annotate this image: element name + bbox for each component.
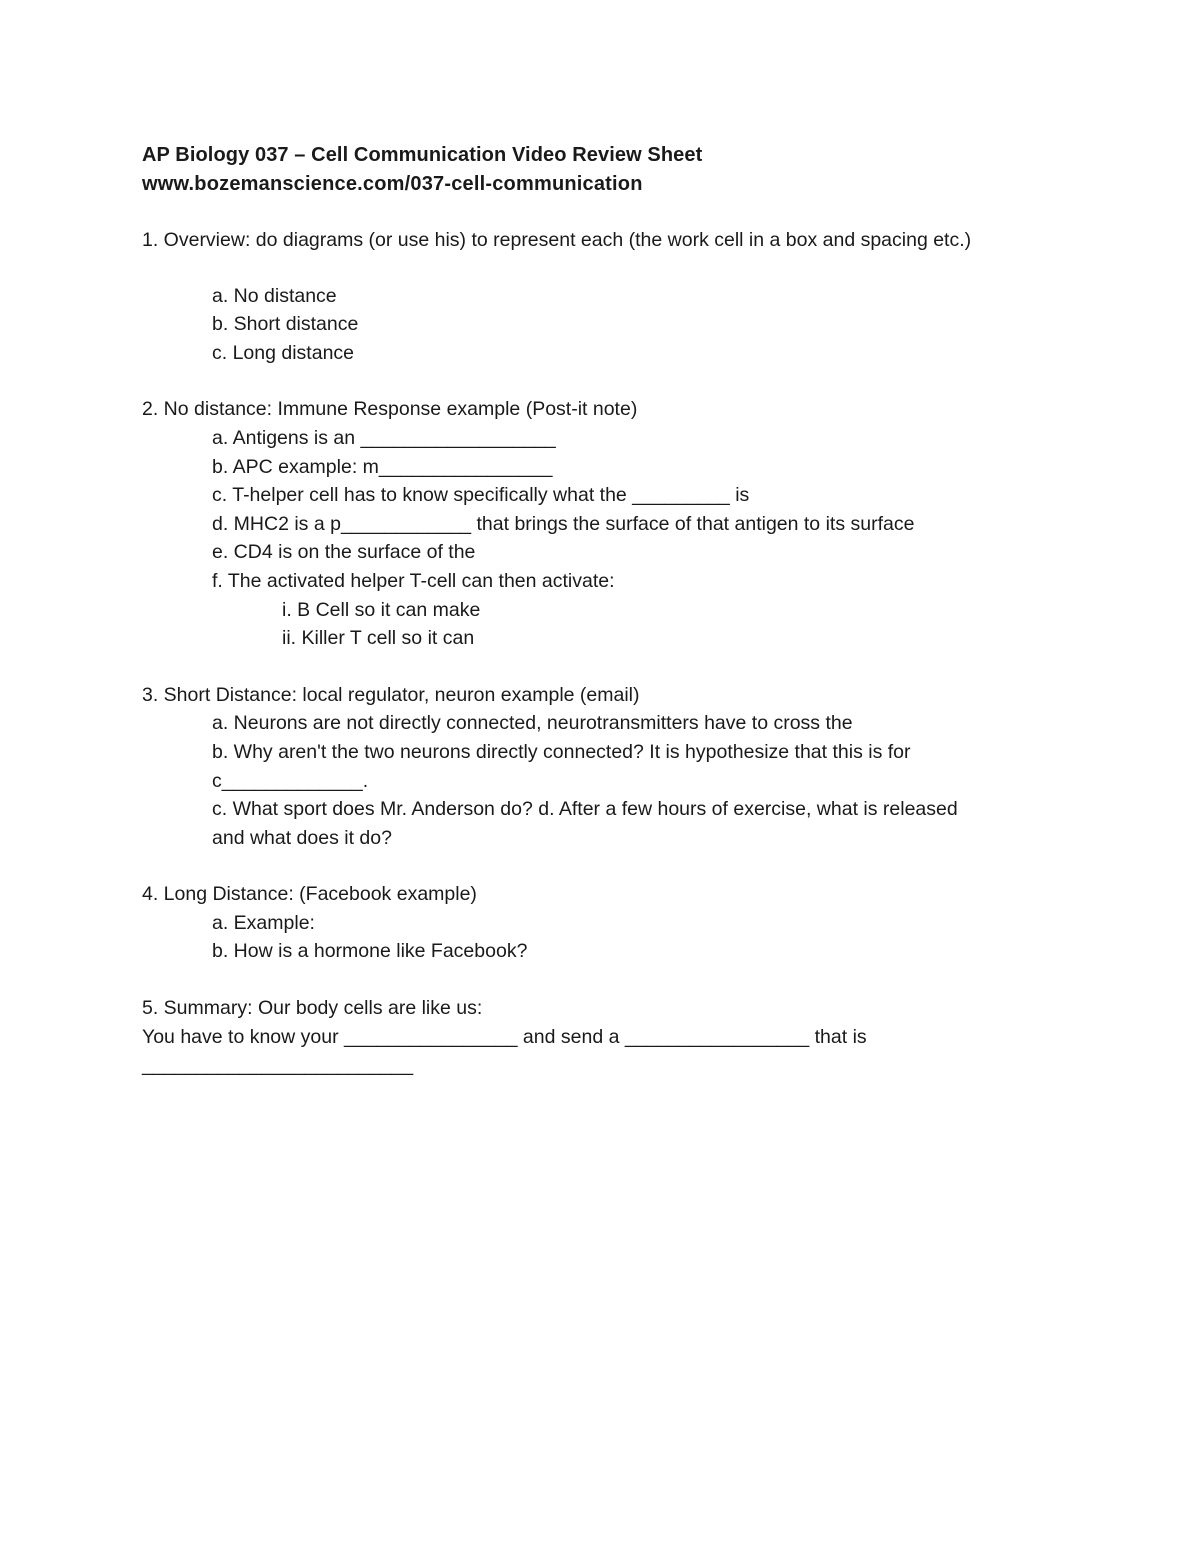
question-2: [142, 395, 1082, 652]
document-title: AP Biology 037 – Cell Communication Video Review Sheet: [142, 144, 703, 166]
question-2-subitem-ii: ii. Killer T cell so it can: [282, 627, 475, 650]
question-2-subitem-i: i. B Cell so it can make: [282, 598, 481, 621]
question-1-item-c: c. Long distance: [212, 341, 355, 364]
document-url: www.bozemanscience.com/037-cell-communication: [142, 173, 643, 195]
question-3-item-b: b. Why aren't the two neurons directly connected? It is hypothesize that this is for: [212, 740, 911, 763]
question-2-item-b: b. APC example: m________________: [212, 455, 553, 478]
question-1-item-a: a. No distance: [212, 284, 337, 307]
question-5-line-1: You have to know your ________________ and send a _________________ that is: [142, 1025, 867, 1048]
question-4-item-b: b. How is a hormone like Facebook?: [212, 940, 528, 963]
question-3-item-b-cont: c_____________.: [212, 769, 369, 792]
question-2-item-e: e. CD4 is on the surface of the: [212, 541, 476, 564]
question-1-item-b: b. Short distance: [212, 313, 359, 336]
question-3-prompt: 3. Short Distance: local regulator, neuron example (email): [142, 683, 640, 706]
question-3-item-a: a. Neurons are not directly connected, neurotransmitters have to cross the: [212, 712, 853, 735]
question-4-prompt: 4. Long Distance: (Facebook example): [142, 883, 477, 906]
question-4: [142, 880, 1082, 966]
question-2-item-a: a. Antigens is an __________________: [212, 426, 556, 449]
question-2-item-f: f. The activated helper T-cell can then activate:: [212, 569, 615, 592]
question-2-prompt: 2. No distance: Immune Response example (Post-it note): [142, 398, 638, 421]
question-1-prompt: 1. Overview: do diagrams (or use his) to represent each (the work cell in a box and spacing etc.): [142, 229, 972, 251]
question-5-prompt: 5. Summary: Our body cells are like us:: [142, 997, 483, 1020]
worksheet-page: [142, 141, 1082, 1080]
question-4-item-a: a. Example:: [212, 911, 315, 934]
question-5-line-2: _________________________: [142, 1054, 414, 1077]
question-5: [142, 994, 1082, 1080]
question-3: [142, 681, 1082, 853]
question-2-item-c: c. T-helper cell has to know specifically what the _________ is: [212, 484, 750, 507]
question-3-item-c: c. What sport does Mr. Anderson do? d. After a few hours of exercise, what is released: [212, 798, 958, 821]
question-1: [142, 226, 1082, 367]
question-2-item-d: d. MHC2 is a p____________ that brings the surface of that antigen to its surface: [212, 512, 915, 535]
question-3-item-c-cont: and what does it do?: [212, 826, 392, 849]
